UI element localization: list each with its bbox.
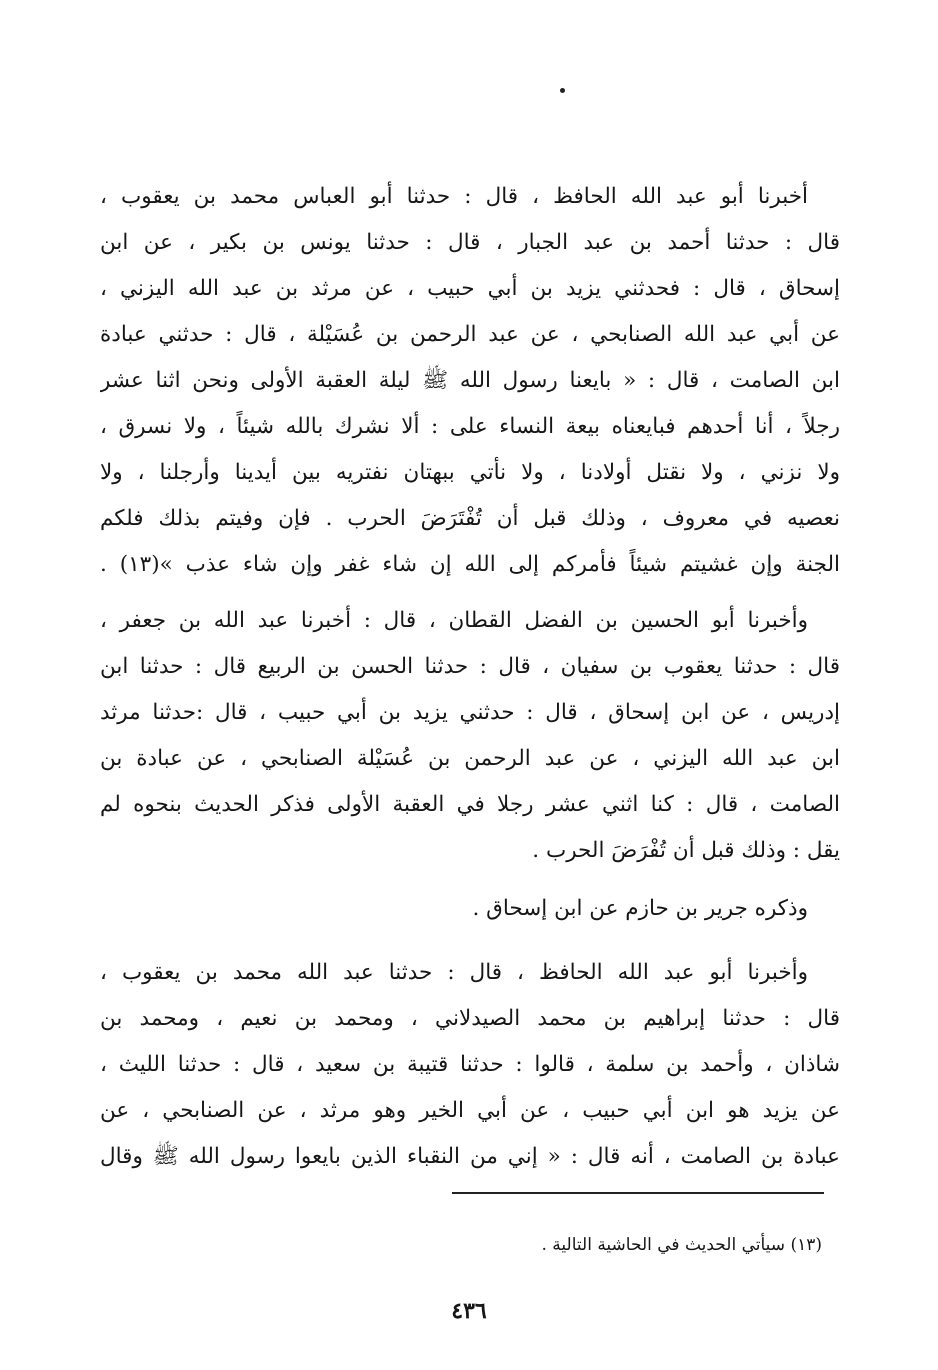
text-line: وأخبرنا أبو عبد الله الحافظ ، قال : حدثنا عبد الله محمد بن يعقوب ، [100,960,808,985]
text-line: إدريس ، عن ابن إسحاق ، قال : حدثني يزيد بن أبي حبيب ، قال :حدثنا مرثد [100,700,840,725]
text-line: قال : حدثنا يعقوب بن سفيان ، قال : حدثنا الحسن بن الربيع قال : حدثنا ابن [100,654,840,679]
text-line: قال : حدثنا إبراهيم بن محمد الصيدلاني ، ومحمد بن نعيم ، ومحمد بن [100,1006,840,1031]
paragraph-1 [100,174,840,588]
text-line: قال : حدثنا أحمد بن عبد الجبار ، قال : حدثنا يونس بن بكير ، عن ابن [100,230,840,255]
text-line: ابن الصامت ، قال : « بايعنا رسول الله ﷺ ليلة العقبة الأولى ونحن اثنا عشر [100,368,840,393]
text-line: رجلاً ، أنا أحدهم فبايعناه بيعة النساء على : ألا نشرك بالله شيئاً ، ولا نسرق ، [100,414,840,439]
page-number: ٤٣٦ [451,1298,487,1324]
text-line: الجنة وإن غشيتم شيئاً فأمركم إلى الله إن شاء غفر وإن شاء عذب »(١٣) . [100,552,840,577]
text-line: نعصيه في معروف ، وذلك قبل أن تُفْتَرَضَ الحرب . فإن وفيتم بذلك فلكم [100,506,840,531]
text-line: عن أبي عبد الله الصنابحي ، عن عبد الرحمن بن عُسَيْلة ، قال : حدثني عبادة [100,322,840,347]
text-line: عن يزيد هو ابن أبي حبيب ، عن أبي الخير وهو مرثد ، عن الصنابحي ، عن [100,1098,840,1123]
text-line: وذكره جرير بن حازم عن ابن إسحاق . [472,896,808,921]
text-line: شاذان ، وأحمد بن سلمة ، قالوا : حدثنا قتيبة بن سعيد ، قال : حدثنا الليث ، [100,1052,840,1077]
footnote: (١٣) سيأتي الحديث في الحاشية التالية . [541,1235,822,1255]
text-line: ولا نزني ، ولا نقتل أولادنا ، ولا نأتي ببهتان نفتريه بين أيدينا وأرجلنا ، ولا [100,460,840,485]
text-line: يقل : وذلك قبل أن تُفْرَضَ الحرب . [532,838,840,863]
paragraph-4 [100,950,840,1180]
text-line: وأخبرنا أبو الحسين بن الفضل القطان ، قال : أخبرنا عبد الله بن جعفر ، [100,608,808,633]
text-line: عبادة بن الصامت ، أنه قال : « إني من النقباء الذين بايعوا رسول الله ﷺ وقال [100,1144,840,1169]
ink-dot [560,88,565,93]
text-line: ابن عبد الله اليزني ، عن عبد الرحمن بن عُسَيْلة الصنابحي ، عن عبادة بن [100,746,840,771]
footnote-divider [452,1192,824,1194]
text-line: إسحاق ، قال : فحدثني يزيد بن أبي حبيب ، عن مرثد بن عبد الله اليزني ، [100,276,840,301]
paragraph-2 [100,598,840,874]
paragraph-3 [100,886,840,932]
text-line: الصامت ، قال : كنا اثني عشر رجلا في العقبة الأولى فذكر الحديث بنحوه لم [100,792,840,817]
text-line: أخبرنا أبو عبد الله الحافظ ، قال : حدثنا أبو العباس محمد بن يعقوب ، [100,184,808,209]
